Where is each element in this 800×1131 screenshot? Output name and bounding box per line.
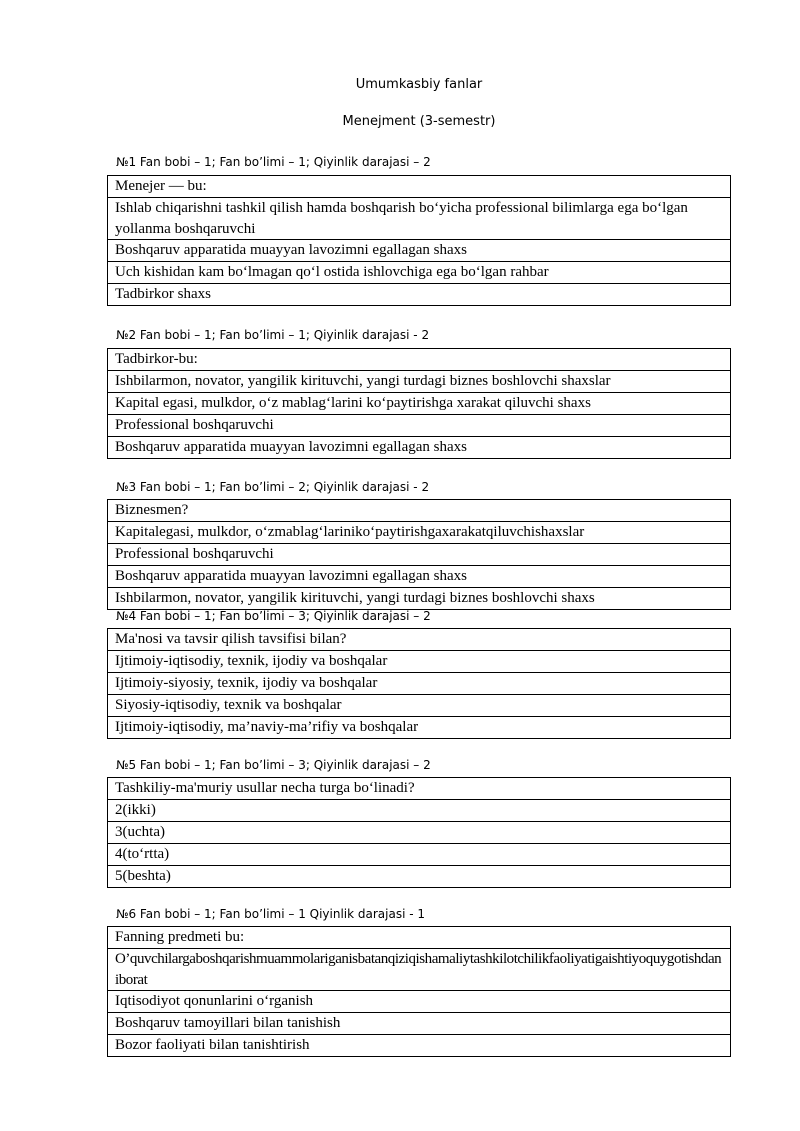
answer-row (108, 588, 731, 610)
question-text: Menejer — bu: (108, 176, 731, 198)
answer-option: Ijtimoiy-iqtisodiy, ma’naviy-ma’rifiy va boshqalar (108, 717, 731, 739)
question-table (107, 777, 731, 888)
answer-option: 3(uchta) (108, 822, 731, 844)
question-text: Biznesmen? (108, 500, 731, 522)
answer-row (108, 437, 731, 459)
question-header: №1 Fan bobi – 1; Fan bo’limi – 1; Qiyinlik darajasi – 2 (116, 155, 431, 169)
answer-row (108, 991, 731, 1013)
answer-option: Kapitalegasi, mulkdor, o‘zmablag‘lariniko‘paytirishgaxarakatqiluvchishaxslar (108, 522, 731, 544)
answer-row (108, 1035, 731, 1057)
question-row (108, 778, 731, 800)
answer-row (108, 673, 731, 695)
answer-row (108, 822, 731, 844)
question-header: №5 Fan bobi – 1; Fan bo’limi – 3; Qiyinlik darajasi – 2 (116, 758, 431, 772)
question-text: Tashkiliy-ma'muriy usullar necha turga bo‘linadi? (108, 778, 731, 800)
answer-row (108, 262, 731, 284)
answer-row (108, 717, 731, 739)
answer-option: Professional boshqaruvchi (108, 544, 731, 566)
answer-option: Boshqaruv apparatida muayyan lavozimni egallagan shaxs (108, 437, 731, 459)
question-text: Ma'nosi va tavsir qilish tavsifisi bilan? (108, 629, 731, 651)
answer-option: 5(beshta) (108, 866, 731, 888)
answer-option: Ishlab chiqarishni tashkil qilish hamda boshqarish bo‘yicha professional bilimlarga ega bo‘lgan yollanma boshqaruvchi (108, 198, 731, 240)
question-header: №4 Fan bobi – 1; Fan bo’limi – 3; Qiyinlik darajasi – 2 (116, 609, 431, 623)
answer-row (108, 198, 731, 240)
question-header: №2 Fan bobi – 1; Fan bo’limi – 1; Qiyinlik darajasi - 2 (116, 328, 430, 342)
answer-row (108, 695, 731, 717)
answer-row (108, 844, 731, 866)
answer-row (108, 393, 731, 415)
answer-option: O’quvchilargaboshqarishmuammolariganisbatanqiziqishamaliytashkilotchilikfaoliyatigaishtiyoquygotishdaniborat (108, 949, 731, 991)
document-subject: Menejment (3-semestr) (342, 114, 496, 129)
answer-option: Bozor faoliyati bilan tanishtirish (108, 1035, 731, 1057)
answer-row (108, 415, 731, 437)
answer-option: Ishbilarmon, novator, yangilik kirituvchi, yangi turdagi biznes boshlovchi shaxslar (108, 371, 731, 393)
question-row (108, 176, 731, 198)
answer-option: Tadbirkor shaxs (108, 284, 731, 306)
answer-option: Ishbilarmon, novator, yangilik kirituvchi, yangi turdagi biznes boshlovchi shaxs (108, 588, 731, 610)
answer-row (108, 284, 731, 306)
answer-option: 4(to‘rtta) (108, 844, 731, 866)
answer-option: Professional boshqaruvchi (108, 415, 731, 437)
answer-row (108, 566, 731, 588)
question-table (107, 926, 731, 1057)
answer-option: Iqtisodiyot qonunlarini o‘rganish (108, 991, 731, 1013)
answer-row (108, 544, 731, 566)
question-table (107, 628, 731, 739)
answer-option: Uch kishidan kam bo‘lmagan qo‘l ostida ishlovchiga ega bo‘lgan rahbar (108, 262, 731, 284)
answer-row (108, 949, 731, 991)
answer-row (108, 522, 731, 544)
question-header: №6 Fan bobi – 1; Fan bo’limi – 1 Qiyinlik darajasi - 1 (116, 907, 426, 921)
answer-option: Boshqaruv apparatida muayyan lavozimni egallagan shaxs (108, 240, 731, 262)
answer-row (108, 800, 731, 822)
question-table (107, 499, 731, 610)
answer-option: Ijtimoiy-iqtisodiy, texnik, ijodiy va boshqalar (108, 651, 731, 673)
question-row (108, 927, 731, 949)
answer-option: Boshqaruv apparatida muayyan lavozimni egallagan shaxs (108, 566, 731, 588)
question-row (108, 349, 731, 371)
answer-row (108, 651, 731, 673)
answer-option: Siyosiy-iqtisodiy, texnik va boshqalar (108, 695, 731, 717)
question-table (107, 348, 731, 459)
question-table (107, 175, 731, 306)
answer-row (108, 866, 731, 888)
answer-option: Boshqaruv tamoyillari bilan tanishish (108, 1013, 731, 1035)
question-row (108, 629, 731, 651)
answer-option: 2(ikki) (108, 800, 731, 822)
question-row (108, 500, 731, 522)
document-category: Umumkasbiy fanlar (355, 77, 483, 92)
answer-option: Ijtimoiy-siyosiy, texnik, ijodiy va boshqalar (108, 673, 731, 695)
question-text: Fanning predmeti bu: (108, 927, 731, 949)
answer-row (108, 240, 731, 262)
answer-row (108, 371, 731, 393)
answer-option: Kapital egasi, mulkdor, o‘z mablag‘larini ko‘paytirishga xarakat qiluvchi shaxs (108, 393, 731, 415)
question-header: №3 Fan bobi – 1; Fan bo’limi – 2; Qiyinlik darajasi - 2 (116, 480, 430, 494)
question-text: Tadbirkor-bu: (108, 349, 731, 371)
answer-row (108, 1013, 731, 1035)
